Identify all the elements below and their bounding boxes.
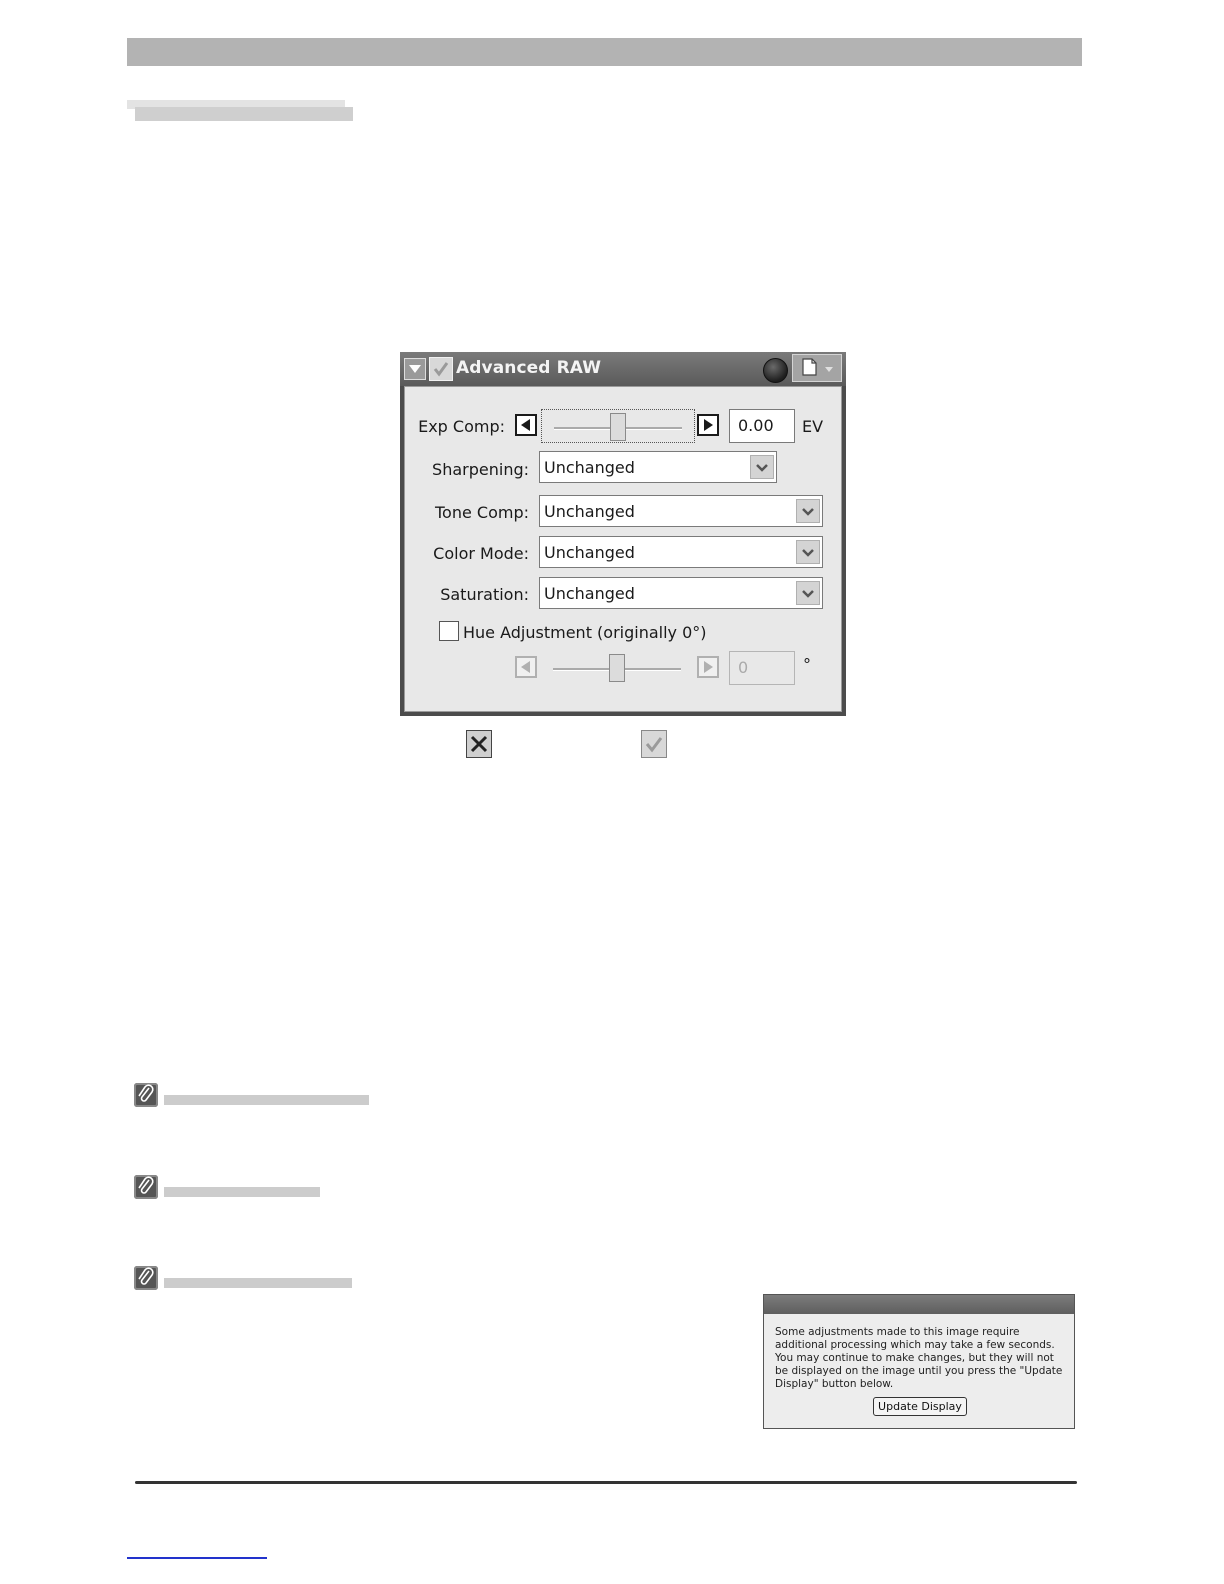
chevron-down-icon: [796, 499, 820, 523]
tone-comp-select[interactable]: [539, 495, 823, 527]
arrow-left-icon: [517, 658, 535, 676]
x-box-icon: [466, 730, 492, 758]
exp-comp-increase-button[interactable]: [697, 414, 719, 436]
check-icon: [430, 358, 452, 380]
sharpening-select[interactable]: [539, 451, 777, 483]
exp-comp-label: Exp Comp:: [418, 417, 505, 436]
hue-slider[interactable]: [541, 651, 695, 685]
hue-increase-button[interactable]: [697, 656, 719, 678]
update-display-dialog: [763, 1294, 1075, 1429]
tone-comp-value: Unchanged: [544, 502, 635, 521]
advanced-raw-panel: [400, 352, 846, 716]
slider-thumb[interactable]: [609, 654, 625, 682]
saturation-label: Saturation:: [440, 585, 529, 604]
saturation-value: Unchanged: [544, 584, 635, 603]
note-heading: [164, 1187, 320, 1197]
paperclip-icon: [134, 1083, 158, 1107]
page-header-bar: [127, 38, 1082, 66]
settings-menu-button[interactable]: [792, 354, 842, 382]
note-heading: [164, 1278, 352, 1288]
hue-value: 0: [738, 658, 749, 677]
panel-title: Advanced RAW: [456, 358, 602, 378]
check-box-icon: [641, 730, 667, 758]
update-display-button[interactable]: Update Display: [873, 1397, 967, 1416]
sharpening-label: Sharpening:: [432, 460, 529, 479]
dialog-titlebar: [764, 1295, 1074, 1314]
color-mode-label: Color Mode:: [433, 544, 529, 563]
hue-unit: °: [803, 655, 811, 674]
hue-decrease-button[interactable]: [515, 656, 537, 678]
panel-titlebar: [400, 352, 846, 386]
exp-comp-decrease-button[interactable]: [515, 414, 537, 436]
slider-thumb[interactable]: [610, 413, 626, 441]
tone-comp-label: Tone Comp:: [434, 503, 529, 522]
exp-comp-input[interactable]: [729, 409, 795, 443]
exp-comp-value: 0.00: [738, 416, 774, 435]
color-mode-value: Unchanged: [544, 543, 635, 562]
enable-checkbox[interactable]: [429, 357, 453, 381]
chevron-down-icon: [796, 581, 820, 605]
collapse-triangle-icon[interactable]: [404, 358, 426, 380]
paperclip-icon: [134, 1266, 158, 1290]
hue-adjustment-label: Hue Adjustment (originally 0°): [463, 623, 707, 642]
color-mode-select[interactable]: [539, 536, 823, 568]
arrow-right-icon: [699, 416, 717, 434]
paperclip-icon: [134, 1175, 158, 1199]
document-icon: [793, 355, 841, 381]
footer-link[interactable]: [127, 1557, 267, 1559]
saturation-select[interactable]: [539, 577, 823, 609]
dialog-message: Some adjustments made to this image require additional processing which may take a few seconds. You may continue to make changes, but they will not be displayed on the image until you press the "Update Display" button below.: [775, 1326, 1063, 1390]
panel-body: [404, 386, 842, 712]
exp-comp-slider[interactable]: [541, 409, 695, 443]
status-indicator-icon: [763, 358, 788, 383]
note-heading: [164, 1095, 369, 1105]
sharpening-value: Unchanged: [544, 458, 635, 477]
arrow-left-icon: [517, 416, 535, 434]
chevron-down-icon: [750, 455, 774, 479]
exp-comp-unit: EV: [802, 417, 824, 436]
chevron-down-icon: [796, 540, 820, 564]
footer-rule: [135, 1481, 1077, 1484]
hue-adjustment-checkbox[interactable]: [439, 621, 459, 641]
section-heading: [135, 107, 353, 121]
arrow-right-icon: [699, 658, 717, 676]
hue-input[interactable]: [729, 651, 795, 685]
